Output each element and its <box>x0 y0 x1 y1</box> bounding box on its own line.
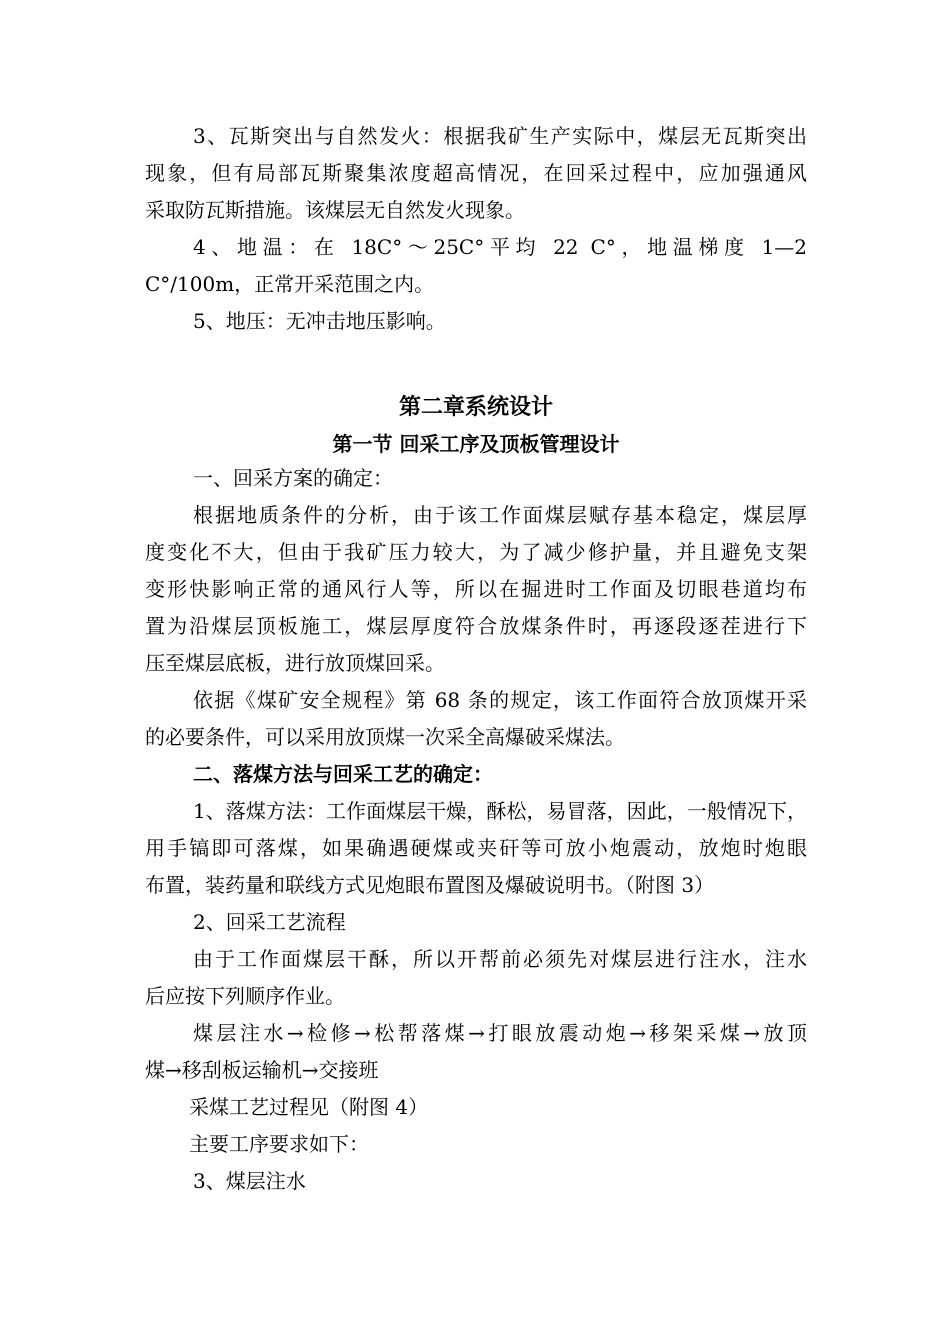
spacer <box>145 340 807 388</box>
paragraph-ground-pressure: 5、地压：无冲击地压影响。 <box>193 309 446 333</box>
text-line: 置为沿煤层顶板施工，煤层厚度符合放煤条件时，再逐段逐茬进行下 <box>145 614 807 638</box>
text-line: 度变化不大，但由于我矿压力较大，为了减少修护量，并且避免支架 <box>145 540 807 564</box>
text-line: 后应按下列顺序作业。 <box>145 984 345 1008</box>
text-line: 1、落煤方法：工作面煤层干燥，酥松，易冒落，因此，一般情况下， <box>193 799 807 823</box>
document-body <box>145 118 807 1200</box>
text-line: 煤→移刮板运输机→交接班 <box>145 1058 379 1082</box>
chapter-title: 第二章系统设计 <box>398 395 553 420</box>
text-line: 煤层注水→检修→松帮落煤→打眼放震动炮→移架采煤→放顶 <box>193 1021 807 1045</box>
text-line: 压至煤层底板，进行放顶煤回采。 <box>145 651 445 675</box>
text-line: 变形快影响正常的通风行人等，所以在掘进时工作面及切眼巷道均布 <box>145 577 807 601</box>
text-line: 的必要条件，可以采用放顶煤一次采全高爆破采煤法。 <box>145 725 625 749</box>
paragraph-coal-seam-injection: 3、煤层注水 <box>193 1169 306 1193</box>
text-line: 3、瓦斯突出与自然发火：根据我矿生产实际中，煤层无瓦斯突出 <box>193 124 807 148</box>
paragraph-geology-analysis <box>145 497 807 682</box>
heading-mining-plan: 一、回采方案的确定： <box>193 466 393 490</box>
text-line: 布置，装药量和联线方式见炮眼布置图及爆破说明书。（附图 3） <box>145 873 715 897</box>
text-line: 根据地质条件的分析，由于该工作面煤层赋存基本稳定，煤层厚 <box>193 503 807 527</box>
paragraph-ground-temperature <box>145 229 807 303</box>
paragraph-gas-outburst <box>145 118 807 229</box>
heading-coal-falling-method: 二、落煤方法与回采工艺的确定： <box>193 762 493 786</box>
paragraph-process-sequence <box>145 1015 807 1089</box>
section-title: 第一节 回采工序及顶板管理设计 <box>332 432 620 456</box>
text-line: 依据《煤矿安全规程》第 68 条的规定，该工作面符合放顶煤开采 <box>193 688 807 712</box>
paragraph-safety-regulation <box>145 682 807 756</box>
paragraph-water-injection <box>145 941 807 1015</box>
text-line: 4、地温：在 18C°～25C°平均 22 C°，地温梯度 1—2 <box>193 235 807 259</box>
paragraph-process-flow-title: 2、回采工艺流程 <box>193 910 346 934</box>
paragraph-process-figure-ref: 采煤工艺过程见（附图 4） <box>189 1095 429 1119</box>
text-line: 采取防瓦斯措施。该煤层无自然发火现象。 <box>145 198 525 222</box>
text-line: 现象，但有局部瓦斯聚集浓度超高情况，在回采过程中，应加强通风 <box>145 161 807 185</box>
text-line: 用手镐即可落煤，如果确遇硬煤或夹矸等可放小炮震动，放炮时炮眼 <box>145 836 807 860</box>
paragraph-coal-falling <box>145 793 807 904</box>
paragraph-main-procedures: 主要工序要求如下： <box>189 1132 369 1156</box>
text-line: 由于工作面煤层干酥，所以开帮前必须先对煤层进行注水，注水 <box>193 947 807 971</box>
text-line: C°/100m，正常开采范围之内。 <box>145 272 435 296</box>
